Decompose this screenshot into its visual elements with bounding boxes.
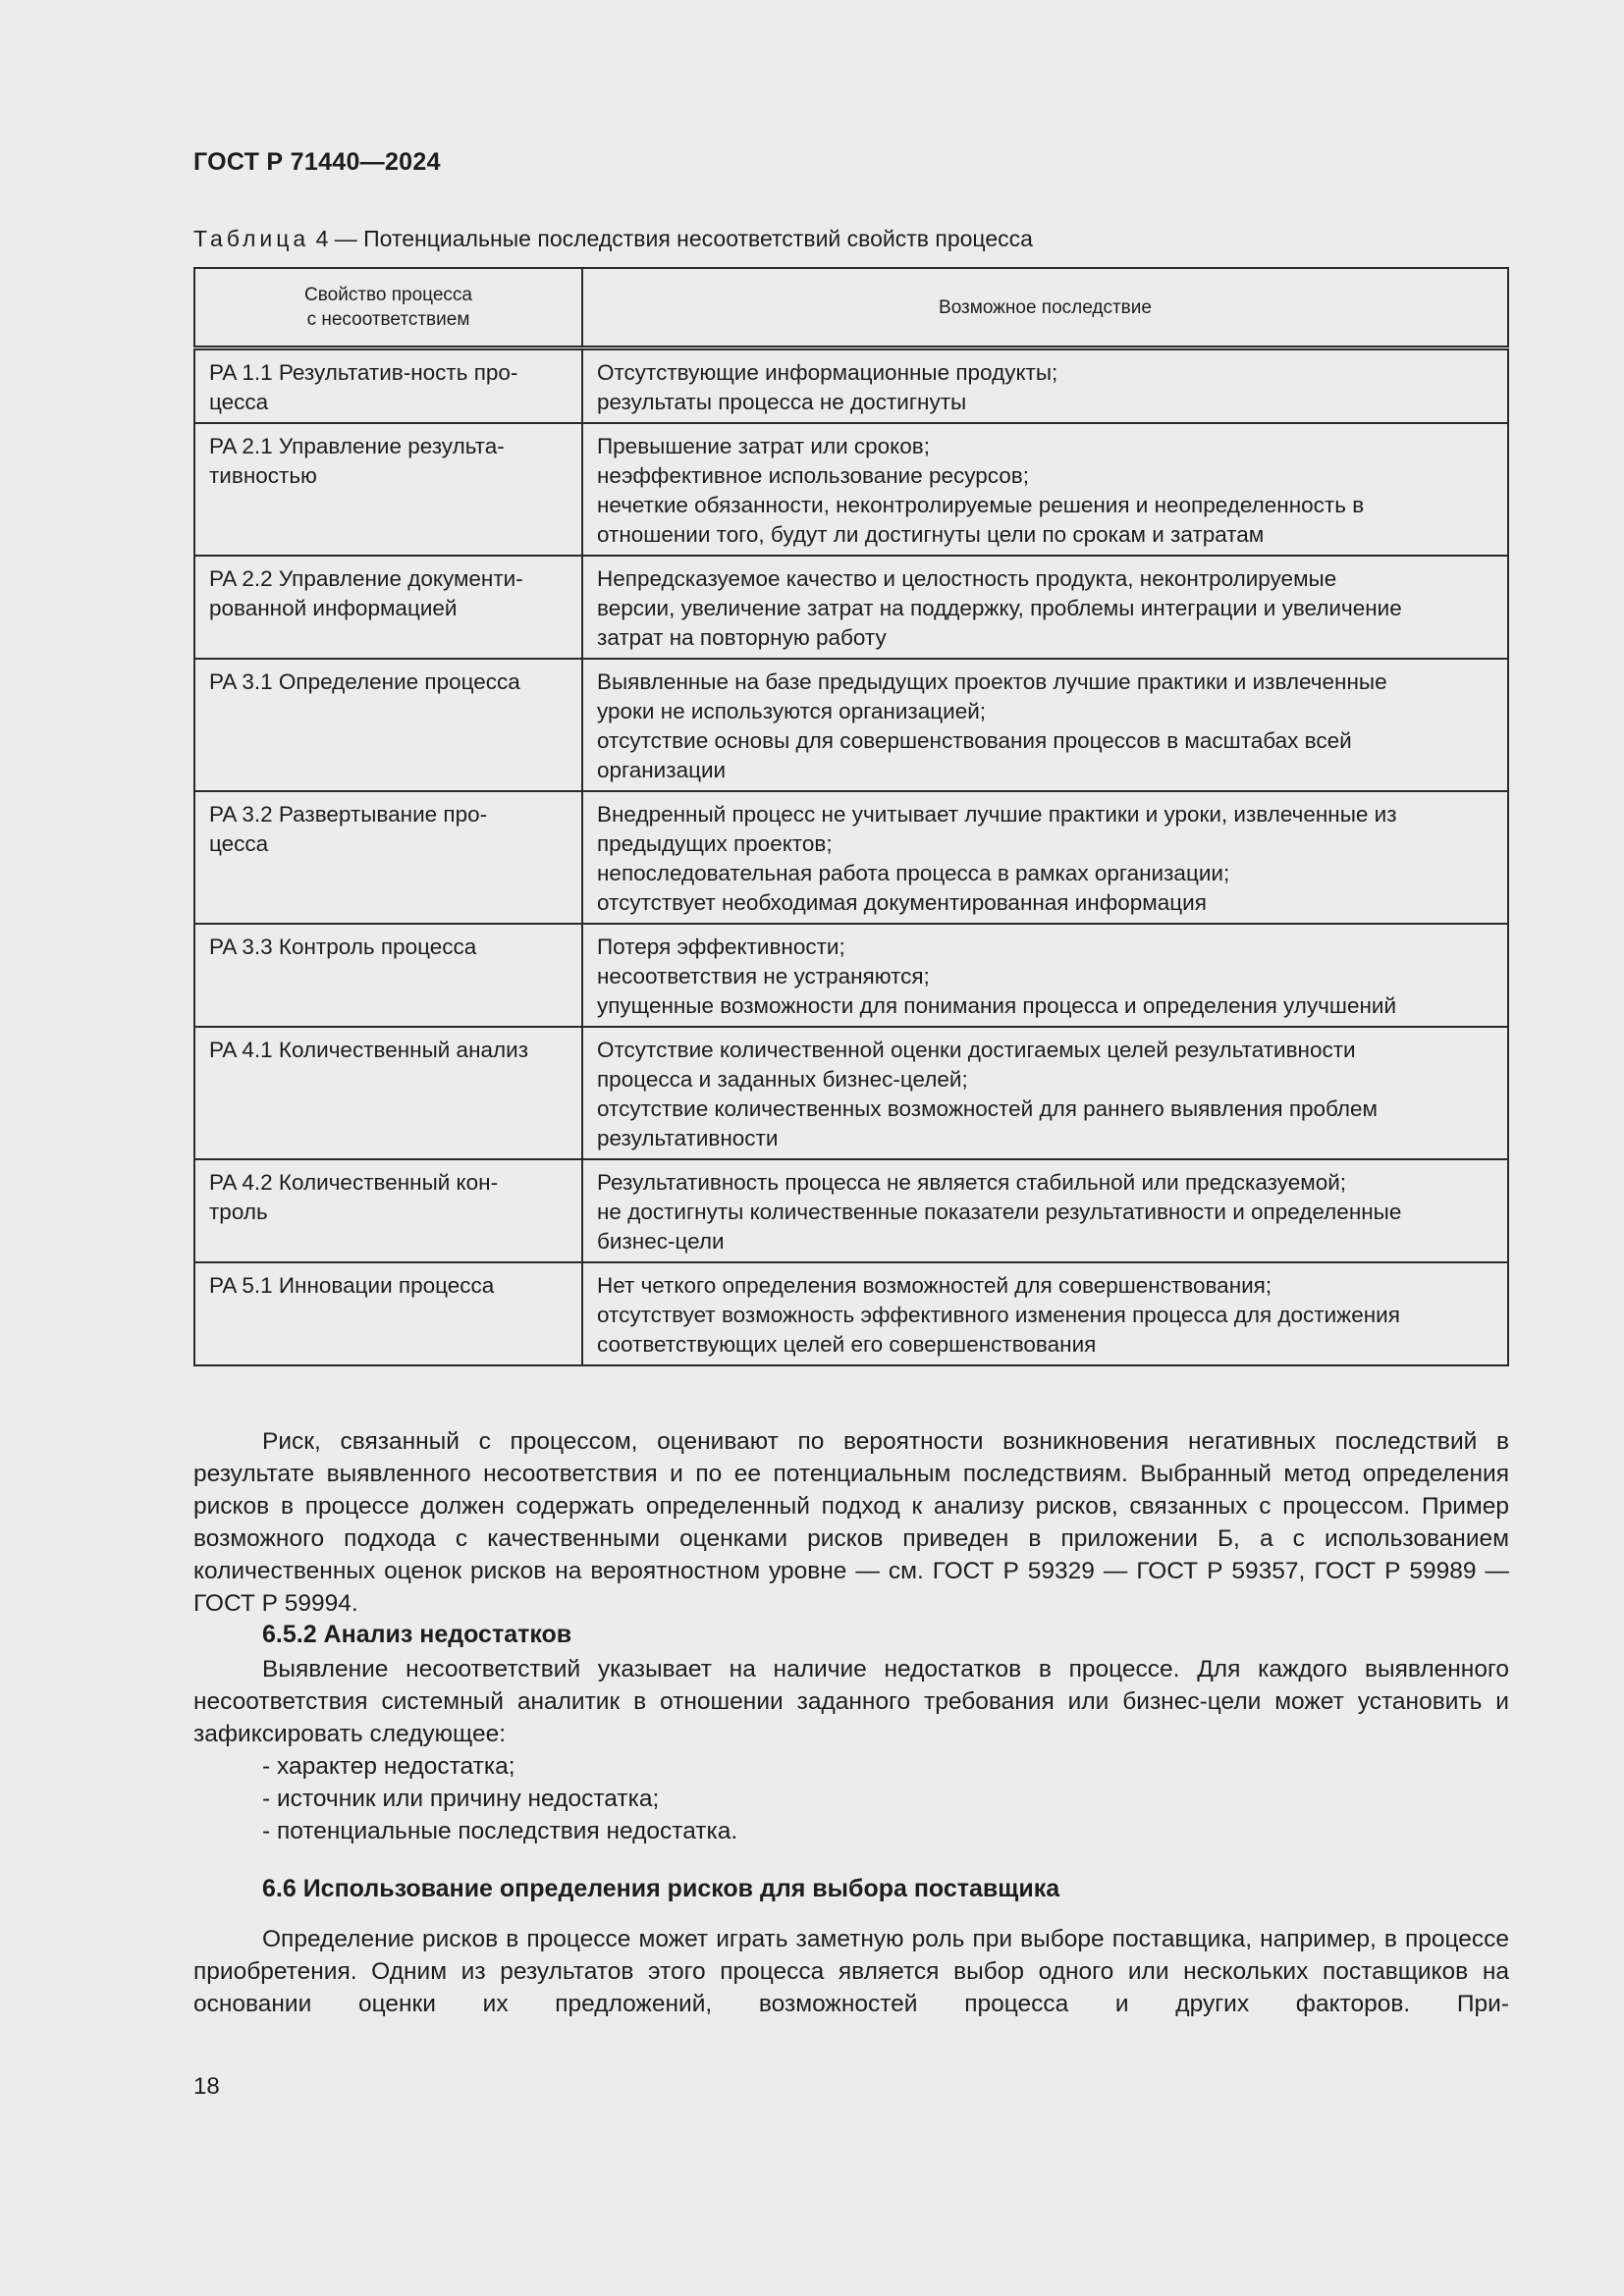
supplier-paragraph-text: Определение рисков в процессе может играть заметную роль при выборе поставщика, например, в процессе приобретения. Одним из результатов этого процесса является выбор одного или нескольких поставщиков на основании оценки их предложений, возможностей процесса и других факторов. При- [193,1926,1509,2017]
header-property: Свойство процесса с несоответствием [194,268,582,348]
table-header-row [194,268,1508,348]
table-row [194,659,1508,791]
list-item: - источник или причину недостатка; [262,1786,660,1812]
deficiency-paragraph-text: Выявление несоответствий указывает на наличие недостатков в процессе. Для каждого выявленного несоответствия системный аналитик в отношении заданного требования или бизнес-цели может установить и зафиксировать следующее: [193,1656,1509,1747]
row-consequence: Нет четкого определения возможностей для совершенствования; отсутствует возможность эффективного изменения процесса для достижения соответствующих целей его совершенствования [582,1262,1508,1365]
row-property: PA 2.1 Управление результа- тивностью [194,423,582,556]
row-consequence: Внедренный процесс не учитывает лучшие практики и уроки, извлеченные из предыдущих проектов; непоследовательная работа процесса в рамках организации; отсутствует необходимая документированная информация [582,791,1508,924]
table-caption-word: Таблица [193,226,310,251]
table-row [194,348,1508,424]
row-consequence: Выявленные на базе предыдущих проектов лучшие практики и извлеченные уроки не используются организацией; отсутствие основы для совершенствования процессов в масштабах всей организации [582,659,1508,791]
table-row [194,423,1508,556]
table-row [194,1262,1508,1365]
row-consequence: Отсутствие количественной оценки достигаемых целей результативности процесса и заданных бизнес-целей; отсутствие количественных возможностей для раннего выявления проблем результативности [582,1027,1508,1159]
row-consequence: Непредсказуемое качество и целостность продукта, неконтролируемые версии, увеличение затрат на поддержку, проблемы интеграции и увеличение затрат на повторную работу [582,556,1508,659]
section-heading-6-6: 6.6 Использование определения рисков для выбора поставщика [262,1875,1060,1902]
row-consequence: Потеря эффективности; несоответствия не устраняются; упущенные возможности для понимания процесса и определения улучшений [582,924,1508,1027]
row-property: PA 2.2 Управление документи- рованной информацией [194,556,582,659]
deficiency-paragraph [193,1653,1509,1750]
supplier-paragraph [193,1923,1509,2020]
table-row [194,1027,1508,1159]
risk-paragraph-text: Риск, связанный с процессом, оценивают по вероятности возникновения негативных последствий в результате выявленного несоответствия и по ее потенциальным последствиям. Выбранный метод определения рисков в процессе должен содержать определенный подход к анализу рисков, связанных с процессом. Пример возможного подхода с качественными оценками рисков приведен в приложении Б, а с использованием количественных оценок рисков на вероятностном уровне — см. ГОСТ Р 59329 — ГОСТ Р 59357, ГОСТ Р 59989 — ГОСТ Р 59994. [193,1428,1509,1617]
table-caption [193,226,1033,252]
row-property: PA 4.2 Количественный кон- троль [194,1159,582,1262]
row-property: PA 3.1 Определение процесса [194,659,582,791]
row-consequence: Результативность процесса не является стабильной или предсказуемой; не достигнуты количественные показатели результативности и определенные бизнес-цели [582,1159,1508,1262]
table-row [194,556,1508,659]
row-property: PA 3.2 Развертывание про- цесса [194,791,582,924]
table-row [194,1159,1508,1262]
page-number: 18 [193,2073,220,2100]
section-heading-6-5-2: 6.5.2 Анализ недостатков [262,1621,572,1648]
list-item: - характер недостатка; [262,1753,515,1780]
row-property: PA 5.1 Инновации процесса [194,1262,582,1365]
header-consequence: Возможное последствие [582,268,1508,348]
table-row [194,791,1508,924]
row-property: PA 4.1 Количественный анализ [194,1027,582,1159]
deficiency-list [262,1750,737,1847]
row-property: PA 3.3 Контроль процесса [194,924,582,1027]
risk-paragraph [193,1425,1509,1620]
row-consequence: Превышение затрат или сроков; неэффективное использование ресурсов; нечеткие обязанности, неконтролируемые решения и неопределенность в отношении того, будут ли достигнуты цели по срокам и затратам [582,423,1508,556]
document-header: ГОСТ Р 71440—2024 [193,148,441,176]
consequences-table [193,267,1509,1366]
row-property: PA 1.1 Результатив-ность про- цесса [194,348,582,424]
table-caption-text: 4 — Потенциальные последствия несоответствий свойств процесса [309,226,1033,251]
row-consequence: Отсутствующие информационные продукты; результаты процесса не достигнуты [582,348,1508,424]
table-row [194,924,1508,1027]
list-item: - потенциальные последствия недостатка. [262,1818,738,1844]
